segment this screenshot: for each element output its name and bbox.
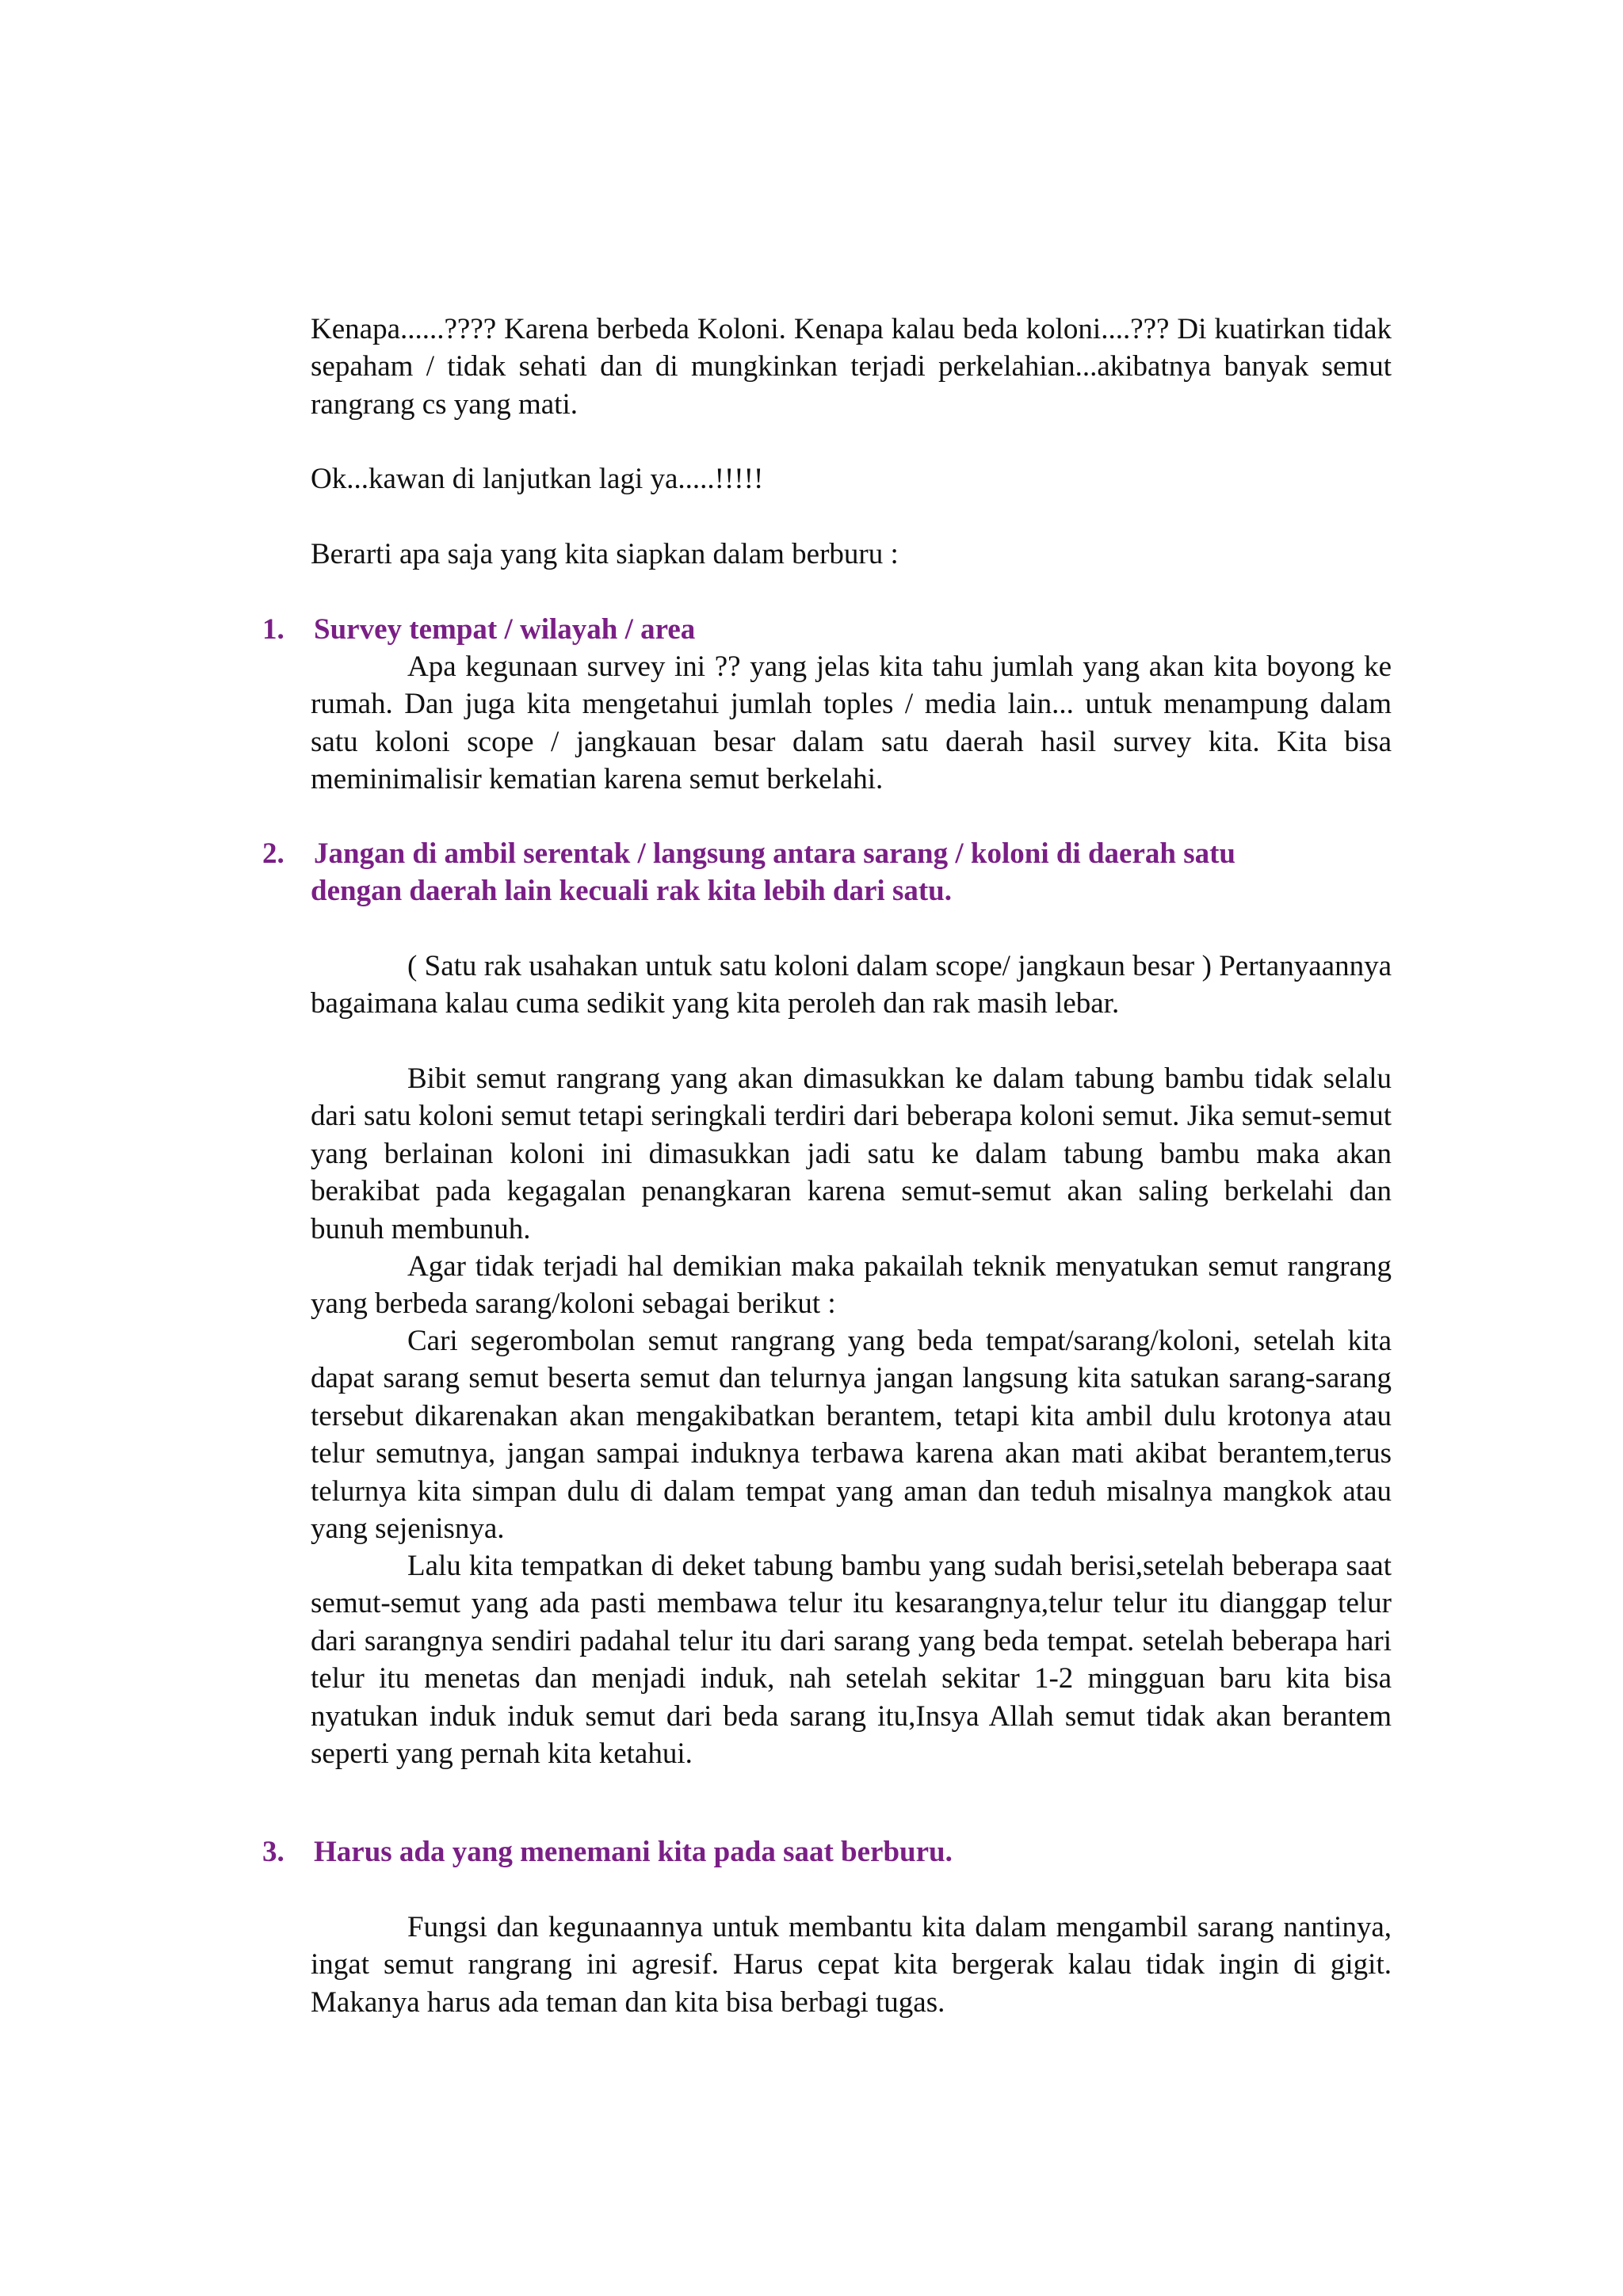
preparation-paragraph: Berarti apa saja yang kita siapkan dalam berburu : <box>311 538 899 570</box>
section-1-paragraph: Apa kegunaan survey ini ?? yang jelas kita tahu jumlah yang akan kita boyong ke rumah. Dan juga kita mengetahui jumlah toples / media lain... untuk menampung dalam satu koloni scope / jangkauan besar dalam satu daerah hasil survey kita. Kita bisa meminimalisir kematian karena semut berkelahi. <box>311 650 1392 796</box>
section-2-paragraph-4: Cari segerombolan semut rangrang yang beda tempat/sarang/koloni, setelah kita dapat sarang semut beserta semut dan telurnya jangan langsung kita satukan sarang-sarang tersebut dikarenakan akan mengakibatkan berantem, tetapi kita ambil dulu krotonya atau telur semutnya, jangan sampai induknya terbawa karena akan mati akibat berantem,terus telurnya kita simpan dulu di dalam tempat yang aman dan teduh misalnya mangkok atau yang sejenisnya. <box>311 1325 1392 1546</box>
section-1-title: Survey tempat / wilayah / area <box>314 613 696 646</box>
section-2-paragraph-5: Lalu kita tempatkan di deket tabung bambu yang sudah berisi,setelah beberapa saat semut-semut yang ada pasti membawa telur itu kesarangnya,telur telur itu dianggap telur dari sarangnya sendiri padahal telur itu dari sarang yang beda tempat. setelah beberapa hari telur itu menetas dan menjadi induk, nah setelah sekitar 1-2 mingguan baru kita bisa nyatukan induk induk semut dari beda sarang itu,Insya Allah semut tidak akan berantem seperti yang pernah kita ketahui. <box>311 1550 1392 1771</box>
section-2-title-line2: dengan daerah lain kecuali rak kita lebih dari satu. <box>311 875 952 908</box>
section-3-number: 3. <box>262 1836 285 1868</box>
section-2-title-line1: Jangan di ambil serentak / langsung antara sarang / koloni di daerah satu <box>314 837 1236 870</box>
section-1-heading <box>262 611 1396 648</box>
intro-paragraph: Kenapa......???? Karena berbeda Koloni. Kenapa kalau beda koloni....??? Di kuatirkan tidak sepaham / tidak sehati dan di mungkinkan terjadi perkelahian...akibatnya banyak semut rangrang cs yang mati. <box>311 313 1392 421</box>
section-2-number: 2. <box>262 837 285 870</box>
section-2-paragraph-1: ( Satu rak usahakan untuk satu koloni dalam scope/ jangkaun besar ) Pertanyaannya bagaimana kalau cuma sedikit yang kita peroleh dan rak masih lebar. <box>311 950 1392 1020</box>
section-3-paragraph: Fungsi dan kegunaannya untuk membantu kita dalam mengambil sarang nantinya, ingat semut rangrang ini agresif. Harus cepat kita bergerak kalau tidak ingin di gigit. Makanya harus ada teman dan kita bisa berbagi tugas. <box>311 1911 1392 2019</box>
continue-paragraph: Ok...kawan di lanjutkan lagi ya.....!!!!! <box>311 463 764 495</box>
section-3-title: Harus ada yang menemani kita pada saat berburu. <box>314 1836 953 1868</box>
section-2-paragraph-3: Agar tidak terjadi hal demikian maka pakailah teknik menyatukan semut rangrang yang berbeda sarang/koloni sebagai berikut : <box>311 1250 1392 1321</box>
section-2-paragraph-2: Bibit semut rangrang yang akan dimasukkan ke dalam tabung bambu tidak selalu dari satu koloni semut tetapi seringkali terdiri dari beberapa koloni semut. Jika semut-semut yang berlainan koloni ini dimasukkan jadi satu ke dalam tabung bambu maka akan berakibat pada kegagalan penangkaran karena semut-semut akan saling berkelahi dan bunuh membunuh. <box>311 1062 1392 1245</box>
section-2-heading <box>262 835 1396 910</box>
section-3-heading <box>262 1833 1396 1871</box>
section-1-number: 1. <box>262 613 285 646</box>
